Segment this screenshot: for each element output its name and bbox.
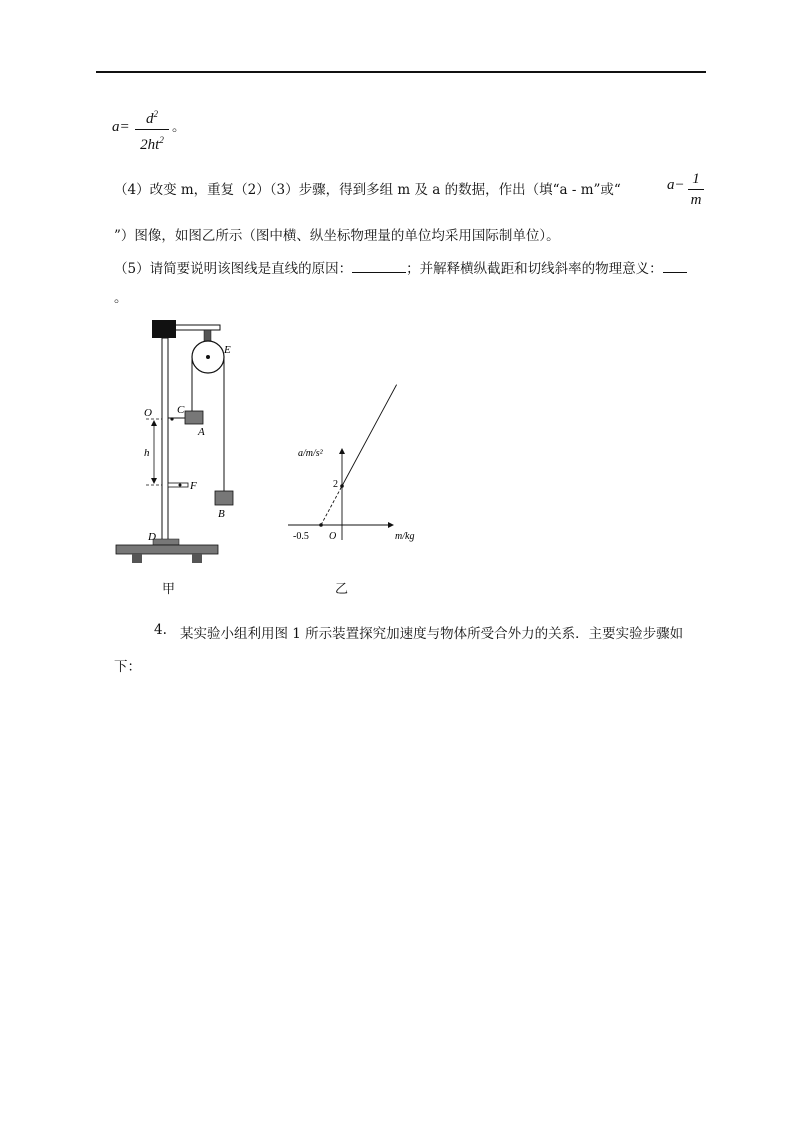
step5-text: （5）请简要说明该图线是直线的原因： ；并解释横纵截距和切线斜率的物理意义：: [114, 257, 687, 277]
vertical-pole: [162, 338, 168, 548]
x-intercept-point: [319, 523, 323, 527]
step4-text-part2: ”）图像，如图乙所示（图中横、纵坐标物理量的单位均采用国际制单位）。: [114, 228, 560, 244]
pulley-axle: [206, 355, 210, 359]
base-mount: [153, 539, 179, 545]
label-c: C: [177, 404, 185, 416]
y-axis-label: a/m/s²: [298, 448, 323, 459]
label-a: A: [198, 426, 205, 438]
mass-a: [185, 411, 203, 424]
base-foot-right: [192, 554, 202, 563]
y-axis-arrow: [339, 448, 345, 454]
step4-fraction: 1 m: [688, 170, 704, 209]
step4-text-part1: （4）改变 m，重复（2）（3）步骤，得到多组 m 及 a 的数据，作出（填“a - m”或“: [114, 182, 621, 198]
label-d: D: [148, 531, 156, 543]
base-foot-left: [132, 554, 142, 563]
answer-blank-1[interactable]: [352, 272, 406, 273]
mass-b: [215, 491, 233, 505]
header-rule: [96, 71, 706, 73]
solid-fit-line: [342, 385, 397, 486]
apparatus-diagram: [110, 315, 230, 595]
question4-line2: 下：: [114, 659, 141, 675]
dashed-extrapolation: [321, 486, 342, 525]
label-h: h: [144, 447, 150, 459]
clamp-block: [152, 320, 176, 338]
graph-yi: [280, 440, 430, 550]
label-b: B: [218, 508, 225, 520]
y-intercept-point: [340, 484, 344, 488]
origin-label: O: [329, 531, 337, 542]
formula-fraction: $d^2$ $2ht^2$: [135, 105, 169, 154]
x-axis-label: m/kg: [395, 531, 415, 542]
formula-lhs: a=: [112, 119, 130, 135]
answer-blank-2[interactable]: [663, 272, 687, 273]
o-point: [170, 417, 173, 420]
formula-end: 。: [172, 119, 186, 135]
x-axis-arrow: [388, 522, 394, 528]
h-arrow-bottom: [151, 478, 157, 484]
x-intercept-label: -0.5: [293, 531, 309, 542]
figure-yi-caption: 乙: [335, 582, 349, 597]
step5-end: 。: [114, 290, 128, 306]
photogate-f: [168, 483, 188, 487]
base-plate: [116, 545, 218, 554]
label-f: F: [190, 480, 197, 492]
label-e: E: [224, 344, 231, 356]
question4-number: 4.: [154, 622, 167, 638]
step4-frac-lhs: a−: [667, 177, 685, 193]
f-point: [179, 484, 182, 487]
h-arrow-top: [151, 420, 157, 426]
label-o: O: [144, 407, 152, 419]
figure-jia-caption: 甲: [162, 582, 176, 597]
question4-line1: 某实验小组利用图 1 所示装置探究加速度与物体所受合外力的关系．主要实验步骤如: [180, 626, 684, 642]
y-intercept-label: 2: [333, 479, 338, 490]
